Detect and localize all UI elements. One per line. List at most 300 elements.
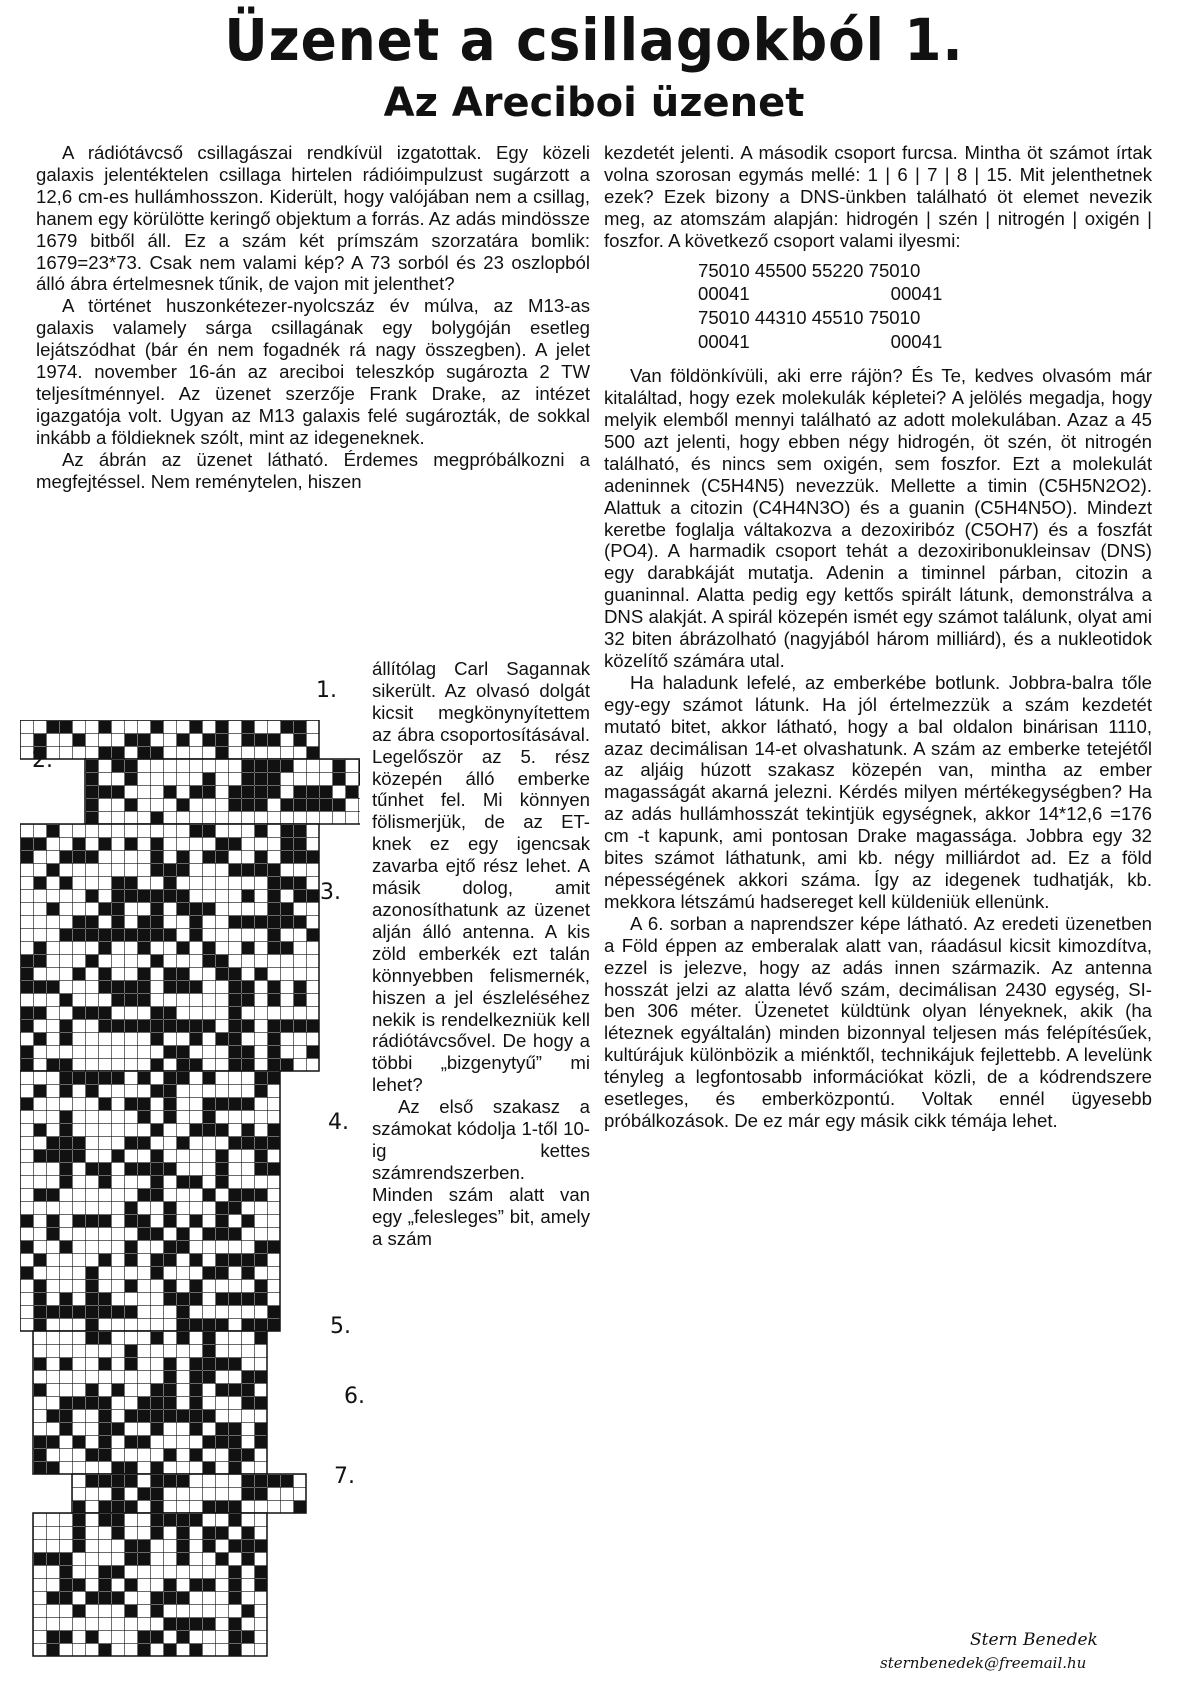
figure-pixel (177, 1137, 189, 1149)
figure-pixel (242, 1475, 254, 1487)
figure-pixel (268, 1306, 280, 1318)
figure-pixel (177, 1631, 189, 1643)
figure-pixel (125, 1280, 137, 1292)
figure-pixel (268, 1241, 280, 1253)
figure-pixel (190, 981, 202, 993)
figure-pixel (242, 799, 254, 811)
figure-pixel (216, 955, 228, 967)
figure-pixel (34, 1319, 46, 1331)
figure-pixel (255, 1189, 267, 1201)
figure-pixel (203, 851, 215, 863)
figure-pixel (125, 1254, 137, 1266)
figure-pixel (21, 1020, 33, 1032)
figure-pixel (164, 1449, 176, 1461)
figure-pixel (86, 812, 98, 824)
figure-pixel (60, 1397, 72, 1409)
figure-pixel (203, 1345, 215, 1357)
figure-pixel (242, 1267, 254, 1279)
figure-pixel (177, 1072, 189, 1084)
figure-pixel (255, 864, 267, 876)
figure-pixel (99, 1501, 111, 1513)
figure-pixel (190, 1124, 202, 1136)
figure-pixel (190, 1514, 202, 1526)
figure-pixel (268, 877, 280, 889)
figure-pixel (177, 1618, 189, 1630)
figure-pixel (73, 1501, 85, 1513)
figure-pixel (47, 1150, 59, 1162)
figure-pixel (125, 799, 137, 811)
figure-pixel (242, 1488, 254, 1500)
section-label-5: 5. (330, 1314, 351, 1339)
figure-pixel (86, 1280, 98, 1292)
figure-pixel (307, 747, 319, 759)
figure-pixel (216, 1176, 228, 1188)
figure-pixel (281, 1475, 293, 1487)
figure-pixel (151, 1085, 163, 1097)
figure-pixel (21, 1267, 33, 1279)
figure-pixel (151, 955, 163, 967)
figure-pixel (99, 1579, 111, 1591)
figure-pixel (242, 1553, 254, 1565)
figure-pixel (164, 968, 176, 980)
figure-pixel (125, 1410, 137, 1422)
figure-pixel (255, 760, 267, 772)
figure-pixel (190, 1293, 202, 1305)
figure-pixel (216, 1358, 228, 1370)
figure-pixel (203, 1618, 215, 1630)
figure-pixel (99, 747, 111, 759)
figure-pixel (34, 955, 46, 967)
figure-pixel (268, 760, 280, 772)
figure-pixel (34, 1007, 46, 1019)
figure-pixel (99, 838, 111, 850)
figure-pixel (21, 838, 33, 850)
figure-pixel (86, 1072, 98, 1084)
figure-pixel (320, 799, 332, 811)
figure-pixel (242, 760, 254, 772)
figure-pixel (177, 1475, 189, 1487)
figure-pixel (177, 1514, 189, 1526)
figure-pixel (99, 1397, 111, 1409)
figure-pixel (86, 851, 98, 863)
figure-pixel (138, 1163, 150, 1175)
figure-pixel (99, 1163, 111, 1175)
figure-pixel (242, 890, 254, 902)
figure-pixel (229, 1046, 241, 1058)
figure-pixel (294, 1501, 306, 1513)
figure-pixel (216, 1202, 228, 1214)
figure-pixel (255, 1371, 267, 1383)
section-label-2: 2. (32, 748, 53, 773)
figure-pixel (73, 1397, 85, 1409)
figure-pixel (307, 1046, 319, 1058)
paragraph: Az első szakasz a számokat kódolja 1-től 10-ig kettes számrendszerben. Minden szám alatt van egy „felesleges” bit, amely a szám (372, 1096, 590, 1249)
figure-pixel (229, 1449, 241, 1461)
figure-pixel (138, 734, 150, 746)
figure-pixel (138, 1553, 150, 1565)
figure-pixel (47, 981, 59, 993)
figure-pixel (151, 1007, 163, 1019)
figure-pixel (268, 1046, 280, 1058)
figure-pixel (294, 994, 306, 1006)
section-label-7: 7. (334, 1464, 355, 1489)
figure-pixel (190, 1410, 202, 1422)
figure-pixel (255, 1163, 267, 1175)
figure-pixel (216, 1033, 228, 1045)
figure-pixel (268, 773, 280, 785)
figure-pixel (151, 1254, 163, 1266)
figure-pixel (138, 1228, 150, 1240)
figure-pixel (99, 903, 111, 915)
figure-pixel (203, 1358, 215, 1370)
figure-pixel (151, 1462, 163, 1474)
number-cell: 00041 (698, 331, 750, 353)
figure-pixel (177, 1059, 189, 1071)
figure-pixel (73, 1579, 85, 1591)
figure-pixel (86, 1475, 98, 1487)
figure-pixel (203, 1410, 215, 1422)
figure-pixel (138, 1436, 150, 1448)
figure-pixel (125, 1579, 137, 1591)
figure-pixel (255, 1254, 267, 1266)
figure-pixel (73, 1527, 85, 1539)
figure-pixel (86, 929, 98, 941)
figure-pixel (86, 1384, 98, 1396)
figure-pixel (203, 786, 215, 798)
figure-pixel (73, 838, 85, 850)
figure-pixel (164, 1215, 176, 1227)
figure-pixel (86, 1293, 98, 1305)
figure-pixel (255, 734, 267, 746)
figure-pixel (307, 799, 319, 811)
figure-pixel (216, 1293, 228, 1305)
figure-pixel (294, 721, 306, 733)
figure-pixel (47, 1228, 59, 1240)
figure-pixel (216, 1436, 228, 1448)
figure-pixel (255, 1475, 267, 1487)
figure-pixel (164, 1475, 176, 1487)
figure-pixel (190, 903, 202, 915)
figure-pixel (333, 760, 345, 772)
figure-pixel (47, 1592, 59, 1604)
figure-pixel (229, 1566, 241, 1578)
molecule-number-table (696, 258, 944, 356)
number-row (698, 260, 942, 282)
figure-pixel (268, 1475, 280, 1487)
figure-pixel (242, 1215, 254, 1227)
figure-pixel (281, 1020, 293, 1032)
figure-pixel (229, 1644, 241, 1656)
figure-pixel (99, 929, 111, 941)
figure-pixel (151, 1501, 163, 1513)
figure-pixel (99, 1020, 111, 1032)
figure-pixel (190, 1280, 202, 1292)
figure-pixel (242, 1189, 254, 1201)
figure-pixel (294, 1020, 306, 1032)
figure-pixel (242, 994, 254, 1006)
figure-pixel (138, 994, 150, 1006)
figure-pixel (203, 734, 215, 746)
figure-pixel (216, 1501, 228, 1513)
number-cell: 00041 (890, 283, 943, 305)
figure-pixel (125, 994, 137, 1006)
figure-pixel (112, 890, 124, 902)
figure-pixel (177, 968, 189, 980)
figure-pixel (190, 1254, 202, 1266)
left-column-text (36, 142, 590, 493)
figure-pixel (21, 1046, 33, 1058)
figure-pixel (216, 1319, 228, 1331)
figure-pixel (34, 734, 46, 746)
figure-pixel (47, 1462, 59, 1474)
figure-pixel (229, 916, 241, 928)
figure-pixel (255, 799, 267, 811)
paragraph: kezdetét jelenti. A második csoport furcsa. Mintha öt számot írtak volna szorosan egymás mellé: 1 | 6 | 7 | 8 | 15. Mit jelenthetnek ezek? Ezek bizony a DNS-ünkben található öt elemet nevezik meg, az atomszám alapján: hidrogén | szén | nitrogén | oxigén | foszfor. A következő csoport valami ilyesmi: (604, 142, 1152, 251)
figure-pixel (203, 1020, 215, 1032)
figure-pixel (73, 1306, 85, 1318)
figure-pixel (86, 1267, 98, 1279)
figure-pixel (99, 1410, 111, 1422)
figure-pixel (21, 1059, 33, 1071)
figure-pixel (73, 734, 85, 746)
figure-pixel (242, 1046, 254, 1058)
figure-pixel (151, 851, 163, 863)
figure-pixel (73, 916, 85, 928)
figure-pixel (86, 1085, 98, 1097)
figure-pixel (73, 1514, 85, 1526)
figure-pixel (190, 1384, 202, 1396)
figure-pixel (281, 877, 293, 889)
figure-pixel (242, 1059, 254, 1071)
figure-pixel (125, 734, 137, 746)
figure-pixel (34, 1254, 46, 1266)
figure-pixel (177, 981, 189, 993)
figure-pixel (151, 1397, 163, 1409)
figure-pixel (86, 916, 98, 928)
figure-pixel (268, 1020, 280, 1032)
figure-pixel (229, 1228, 241, 1240)
figure-pixel (138, 929, 150, 941)
figure-pixel (60, 1163, 72, 1175)
figure-pixel (255, 1072, 267, 1084)
number-row (698, 331, 942, 353)
figure-pixel (125, 1306, 137, 1318)
figure-pixel (164, 1384, 176, 1396)
figure-pixel (112, 877, 124, 889)
figure-pixel (112, 1592, 124, 1604)
figure-pixel (333, 773, 345, 785)
figure-pixel (151, 1033, 163, 1045)
figure-pixel (216, 1553, 228, 1565)
figure-pixel (151, 1488, 163, 1500)
figure-pixel (177, 1046, 189, 1058)
figure-pixel (177, 1228, 189, 1240)
figure-pixel (242, 916, 254, 928)
figure-pixel (177, 903, 189, 915)
figure-pixel (177, 799, 189, 811)
figure-pixel (112, 1306, 124, 1318)
figure-pixel (177, 1306, 189, 1318)
figure-pixel (99, 1293, 111, 1305)
figure-pixel (164, 1358, 176, 1370)
figure-pixel (151, 1384, 163, 1396)
figure-pixel (229, 786, 241, 798)
figure-pixel (203, 1436, 215, 1448)
figure-pixel (34, 1033, 46, 1045)
figure-pixel (99, 786, 111, 798)
figure-pixel (125, 1202, 137, 1214)
figure-pixel (242, 786, 254, 798)
figure-pixel (216, 1527, 228, 1539)
figure-pixel (60, 994, 72, 1006)
figure-pixel (177, 1293, 189, 1305)
figure-pixel (99, 981, 111, 993)
figure-pixel (125, 929, 137, 941)
figure-pixel (268, 981, 280, 993)
figure-pixel (190, 1059, 202, 1071)
figure-pixel (47, 1215, 59, 1227)
figure-pixel (151, 1124, 163, 1136)
figure-pixel (164, 1098, 176, 1110)
figure-pixel (112, 981, 124, 993)
figure-pixel (242, 1540, 254, 1552)
figure-pixel (125, 838, 137, 850)
figure-pixel (164, 1397, 176, 1409)
figure-pixel (86, 890, 98, 902)
figure-pixel (47, 1059, 59, 1071)
figure-pixel (164, 1254, 176, 1266)
figure-pixel (229, 1384, 241, 1396)
figure-pixel (47, 721, 59, 733)
figure-pixel (73, 1436, 85, 1448)
figure-pixel (164, 1514, 176, 1526)
figure-pixel (190, 1319, 202, 1331)
figure-pixel (151, 747, 163, 759)
figure-pixel (112, 1462, 124, 1474)
figure-pixel (268, 1319, 280, 1331)
figure-pixel (112, 1475, 124, 1487)
figure-pixel (47, 864, 59, 876)
figure-pixel (60, 1241, 72, 1253)
figure-pixel (99, 1176, 111, 1188)
author-signature: Stern Benedek (970, 1630, 1098, 1650)
figure-pixel (34, 1358, 46, 1370)
figure-pixel (268, 1072, 280, 1084)
figure-pixel (203, 1371, 215, 1383)
figure-pixel (125, 1020, 137, 1032)
figure-pixel (138, 1631, 150, 1643)
figure-pixel (164, 1111, 176, 1123)
figure-pixel (47, 1436, 59, 1448)
figure-pixel (294, 981, 306, 993)
figure-pixel (73, 929, 85, 941)
figure-pixel (203, 1332, 215, 1344)
figure-pixel (125, 877, 137, 889)
figure-pixel (112, 760, 124, 772)
figure-pixel (203, 1462, 215, 1474)
figure-pixel (190, 1371, 202, 1383)
figure-pixel (203, 1527, 215, 1539)
figure-pixel (34, 1280, 46, 1292)
figure-pixel (99, 1423, 111, 1435)
figure-pixel (60, 1410, 72, 1422)
figure-pixel (99, 1358, 111, 1370)
figure-pixel (294, 825, 306, 837)
figure-pixel (255, 916, 267, 928)
figure-pixel (203, 825, 215, 837)
figure-pixel (164, 1085, 176, 1097)
figure-pixel (229, 1618, 241, 1630)
figure-pixel (34, 1293, 46, 1305)
figure-pixel (242, 1137, 254, 1149)
figure-pixel (255, 1332, 267, 1344)
figure-pixel (281, 838, 293, 850)
figure-pixel (203, 1319, 215, 1331)
figure-pixel (112, 1514, 124, 1526)
figure-pixel (203, 1228, 215, 1240)
figure-pixel (229, 1254, 241, 1266)
figure-pixel (99, 1475, 111, 1487)
paragraph: A történet huszonkétezer-nyolcszáz év múlva, az M13-as galaxis valamely sárga csillagának egy bolygóján esetleg lejátszódhat (bár én nem fogadnék rá nagy összegben). A jelet 1974. november 16-án az areciboi teleszkóp sugározta 2 TW teljesítménnyel. Az üzenet szerzője Frank Drake, az intézet igazgatója volt. Ugyan az M13 galaxis felé sugározták, de sokkal inkább a földieknek szólt, mint az idegeneknek. (36, 295, 590, 448)
figure-pixel (203, 1267, 215, 1279)
figure-pixel (151, 812, 163, 824)
figure-pixel (34, 942, 46, 954)
figure-pixel (242, 721, 254, 733)
figure-pixel (216, 1267, 228, 1279)
figure-pixel (99, 1215, 111, 1227)
figure-pixel (255, 1241, 267, 1253)
figure-pixel (164, 1072, 176, 1084)
figure-pixel (112, 786, 124, 798)
figure-pixel (73, 851, 85, 863)
figure-pixel (164, 1020, 176, 1032)
figure-pixel (294, 851, 306, 863)
figure-pixel (34, 838, 46, 850)
figure-pixel (268, 734, 280, 746)
figure-pixel (60, 1293, 72, 1305)
figure-pixel (21, 1215, 33, 1227)
figure-pixel (242, 1098, 254, 1110)
figure-pixel (281, 721, 293, 733)
figure-pixel (34, 1306, 46, 1318)
number-cell: 75010 44310 45510 75010 (698, 307, 921, 329)
figure-pixel (99, 1306, 111, 1318)
figure-pixel (190, 1618, 202, 1630)
figure-pixel (125, 1501, 137, 1513)
figure-pixel (60, 929, 72, 941)
figure-pixel (203, 1111, 215, 1123)
figure-pixel (151, 864, 163, 876)
figure-pixel (203, 1072, 215, 1084)
figure-pixel (151, 1020, 163, 1032)
article-title: Üzenet a csillagokból 1. (224, 6, 964, 74)
figure-pixel (229, 994, 241, 1006)
figure-pixel (177, 1176, 189, 1188)
figure-pixel (216, 1254, 228, 1266)
figure-pixel (229, 1059, 241, 1071)
figure-pixel (60, 1631, 72, 1643)
figure-pixel (112, 1020, 124, 1032)
figure-pixel (151, 1176, 163, 1188)
figure-pixel (34, 1384, 46, 1396)
figure-pixel (255, 1319, 267, 1331)
figure-pixel (138, 1644, 150, 1656)
figure-pixel (177, 1319, 189, 1331)
figure-pixel (229, 1462, 241, 1474)
figure-pixel (151, 1150, 163, 1162)
figure-pixel (151, 1267, 163, 1279)
figure-pixel (242, 981, 254, 993)
